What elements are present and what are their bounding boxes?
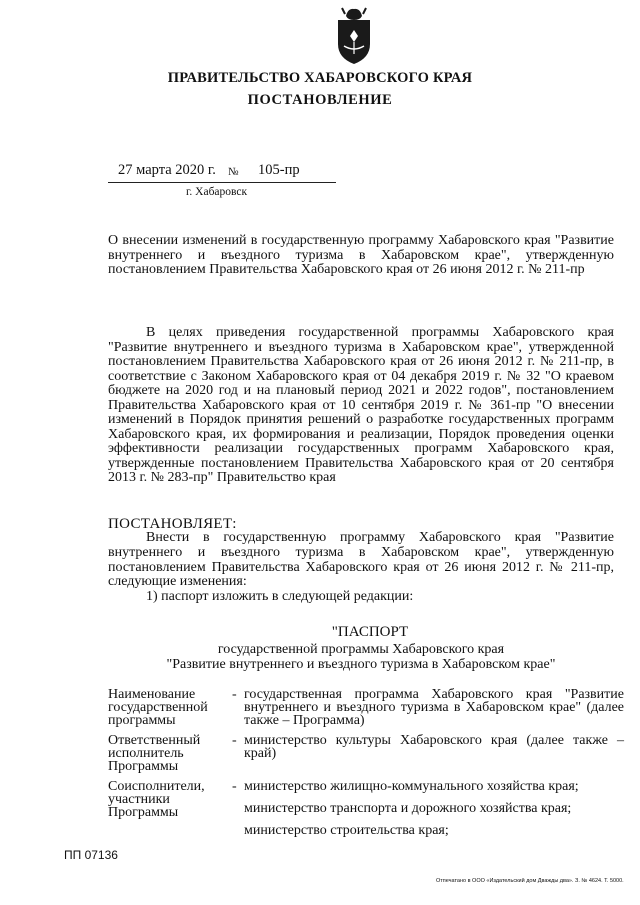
row-value-line: министерство строительства края; xyxy=(244,823,449,838)
document-date: 27 марта 2020 г. xyxy=(118,162,216,178)
passport-subtitle-line-2: "Развитие внутреннего и въездного туризма в Хабаровском крае" xyxy=(166,656,556,672)
document-subject: О внесении изменений в государственную программу Хабаровского края "Развитие внутреннего и въездного туризма в Хабаровском крае", утвержденную постановлением Правительства Хабаровского края от 26 июня 2012 г. № 211-пр xyxy=(108,233,614,277)
row-value xyxy=(244,734,624,769)
decree-body xyxy=(108,531,614,605)
decree-paragraph-1: Внести в государственную программу Хабаровского края "Развитие внутреннего и въездного туризма в Хабаровском крае", утвержденную постановлением Правительства Хабаровского края от 26 июня 2012 г. № 211-пр, следующие изменения: xyxy=(108,530,614,590)
row-value-line: министерство культуры Хабаровского края (далее также – край) xyxy=(244,733,624,761)
coat-of-arms-icon xyxy=(334,6,374,66)
preamble-paragraph xyxy=(108,326,614,486)
passport-subtitle-line-1: государственной программы Хабаровского края xyxy=(217,642,505,657)
row-label: Наименование государственной программы xyxy=(108,687,208,728)
city: г. Хабаровск xyxy=(186,186,248,198)
row-value-line: государственная программа Хабаровского края "Развитие внутреннего и въездного туризма в Хабаровском крае" (далее также – Программа) xyxy=(244,687,624,728)
row-label: Ответственный исполнитель Программы xyxy=(108,733,201,774)
date-number-line xyxy=(108,162,336,183)
row-value-line: министерство жилищно-коммунального хозяйства края; xyxy=(244,779,579,794)
decree-paragraph-2: 1) паспорт изложить в следующей редакции: xyxy=(146,589,414,605)
passport-heading: "ПАСПОРТ xyxy=(331,624,409,640)
row-dash: - xyxy=(232,687,237,702)
footer-code: ПП 07136 xyxy=(64,848,118,862)
decree-word: ПОСТАНОВЛЯЕТ: xyxy=(108,516,237,532)
row-dash: - xyxy=(232,733,237,748)
government-title: ПРАВИТЕЛЬСТВО ХАБАРОВСКОГО КРАЯ xyxy=(167,70,473,86)
number-sign: № xyxy=(228,166,239,178)
row-label: Соисполнители, участники Программы xyxy=(108,779,205,820)
document-kind: ПОСТАНОВЛЕНИЕ xyxy=(247,92,393,108)
passport-subtitle xyxy=(108,643,614,672)
document-number: 105-пр xyxy=(258,162,300,178)
row-value-line: министерство транспорта и дорожного хозяйства края; xyxy=(244,801,572,816)
preamble-text: В целях приведения государственной программы Хабаровского края "Развитие внутреннего и въездного туризма в Хабаровском крае", утвержденной постановлением Правительства Хабаровского края от 26 июня 2012 г. № 211-пр, в соответствие с Законом Хабаровского края от 04 декабря 2019 г. № 32 "О краевом бюджете на 2020 год и на плановый период 2021 и 2022 годов", постановлением Правительства Хабаровского края от 10 сентября 2019 г. № 361-пр "О внесении изменений в Порядок принятия решений о разработке государственных программ Хабаровского края, их формирования и реализации, Порядок проведения оценки эффективности реализации государственных программ Хабаровского края, утвержденные постановлением Правительства Хабаровского края от 20 сентября 2013 г. № 283-пр" Правительство края xyxy=(108,325,614,485)
row-value xyxy=(244,780,624,846)
row-value xyxy=(244,688,624,736)
row-dash: - xyxy=(232,779,237,794)
print-note: Отпечатано в ООО «Издательский дом Дважды два». З. № 4624. Т. 5000. xyxy=(436,878,624,884)
